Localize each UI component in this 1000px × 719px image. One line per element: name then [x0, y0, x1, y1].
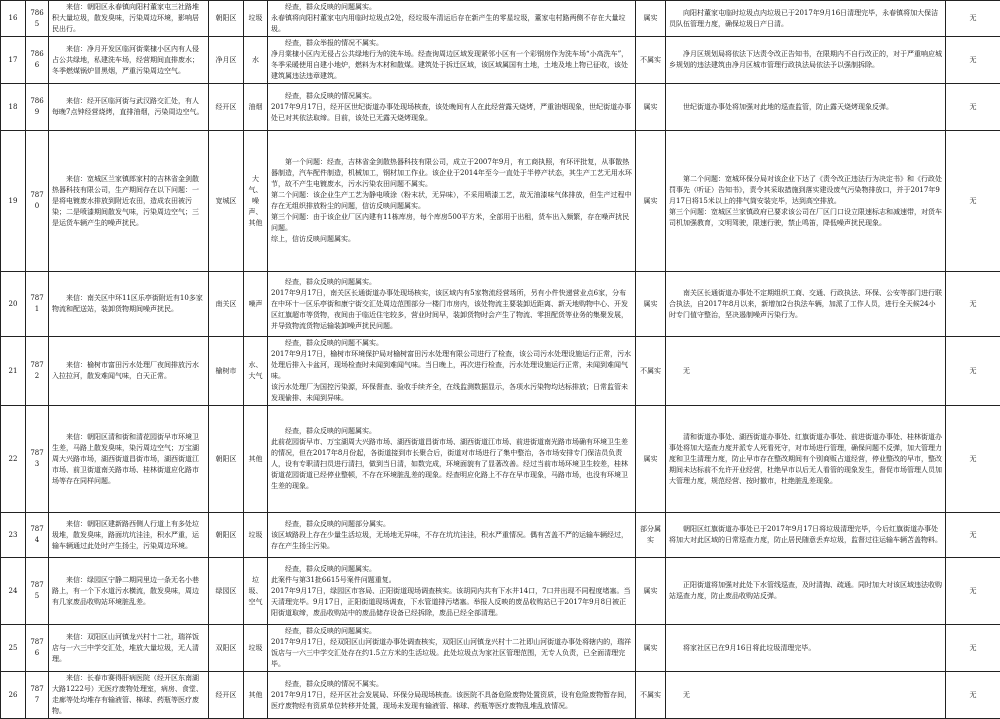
remark-cell: 无: [946, 672, 1000, 719]
handling-measures: 清和街道办事处、湖西街道办事处、红旗街道办事处、前进街道办事处、桂林街道办事处将加大巡查力度并派专人死看死守，对市场进行管理，确保问题不反弹，加大管理力度和卫生清理力度，防止早市存在整改期间有个别商贩占道经营，停业整改的早市，整改期间未达标前不允许开业经营，杜绝早市以后无人看管的现象发生，督促市场管理人员加大管理力度，规范经营、按时撤市，杜绝脏乱差现象。: [666, 406, 946, 513]
row-id: 7877: [26, 672, 49, 719]
complaint-text: 来信：长春市赛得肝病医院（经开区东南湖大路1222号）无医疗废物处理室，病房、食堂、走廊等处均堆存有输液管、棉球、药瓶等医疗废物。: [49, 672, 209, 719]
row-id: 7872: [26, 337, 49, 406]
investigation-result: 经查，群众反映的问题部分属实。 该区域路段上存在少量生活垃圾，无场地无异味，不存在坑坑洼洼，积水严重情况。偶有苫盖不严的运输车辆经过，存在产生扬尘污染。: [268, 513, 636, 558]
row-id: 7866: [26, 37, 49, 84]
investigation-result: 经查，群众反映的情况属实。 2017年9月17日，经开区世纪街道办事处现场核查，该处晚间有人在此经营露天烧烤，严重油烟现象，世纪街道办事处已对其依法取缔。目前，该处已无露天烧烤现象。: [268, 84, 636, 131]
handling-measures: 世纪街道办事处将加强对此地的巡查监管，防止露天烧烤现象反弹。: [666, 84, 946, 131]
pollution-type-cell: 大气、噪声、其他: [244, 131, 268, 272]
complaint-text: 来信：朝阳区清和街和清花园街早市环境卫生差，马路上散发臭味，染污周边空气；万宝湖周大兴路市场，湖西街道昌街市场，湖西街道江市场、前卫街道南关路市场、桂林街道应化路市场等存在同样问题。: [49, 406, 209, 513]
pollution-type-cell: 其他: [244, 406, 268, 513]
district-cell: 南关区: [209, 272, 244, 337]
row-seq: 26: [1, 672, 26, 719]
remark-cell: 无: [946, 513, 1000, 558]
row-seq: 20: [1, 272, 26, 337]
handling-measures: 无: [666, 337, 946, 406]
complaint-text: 来信：净月开发区临河街棠棣小区内有人侵占公共绿地，私建洗车场，经营期间直排废水；冬季燃煤锅炉冒黑烟，严重污染周边空气。: [49, 37, 209, 84]
complaint-text: 来信：经开区临河街与武汉路交汇处，有人每晚7点钟经营烧烤，直排油烟，污染周边空气。: [49, 84, 209, 131]
table-row: [1, 513, 1000, 558]
row-id: 7876: [26, 625, 49, 672]
remark-cell: 无: [946, 84, 1000, 131]
complaint-text: 来信：双阳区山河镇龙兴村十二社，瑞祥饭店与一六三中学交汇处，堆放大量垃圾，无人清理。: [49, 625, 209, 672]
handling-measures: 南关区长通街道办事处不定期组织工商、交通、行政执法、环保、公安等部门进行联合执法，自2017年8月以来，新增加2台执法车辆，加派了工作人员，进行全天候24小时专门值守整治，坚决遏制噪声污染行为。: [666, 272, 946, 337]
complaint-text: 来信：绿园区宁静二期同里边一条无名小巷路上，有一个下水道污水横流，散发臭味，周边有几家废品收购站环境脏乱差。: [49, 558, 209, 625]
district-cell: 朝阳区: [209, 1, 244, 37]
pollution-type-cell: 垃圾: [244, 625, 268, 672]
remark-cell: 无: [946, 272, 1000, 337]
row-seq: 21: [1, 337, 26, 406]
pollution-type-cell: 其他: [244, 672, 268, 719]
row-id: 7874: [26, 513, 49, 558]
district-cell: 朝阳区: [209, 513, 244, 558]
pollution-type-cell: 油烟: [244, 84, 268, 131]
complaint-text: 来信：南关区中环11区乐亭街附近有10多家物流和配送站，装卸货物期间噪声扰民。: [49, 272, 209, 337]
handling-measures: 朝阳区红旗街道办事处已于2017年9月17日将垃圾清理完毕，今后红旗街道办事处将加大对此区域的日常巡查力度，防止居民随意丢弃垃圾，监督过往运输车辆苫盖物料。: [666, 513, 946, 558]
row-id: 7870: [26, 131, 49, 272]
table-row: [1, 558, 1000, 625]
verification-status: 属实: [636, 558, 666, 625]
district-cell: 绿园区: [209, 558, 244, 625]
row-id: 7869: [26, 84, 49, 131]
table-row: [1, 1, 1000, 37]
complaint-text: 来信：宽城区兰家镇郎家村的吉林省金剑散热器科技有限公司，生产期间存在以下问题：一是将电镀废水排放到附近农田，造成农田被污染；二是喷漆期间散发气味，污染周边空气；三是运货车辆产生的噪声扰民。: [49, 131, 209, 272]
verification-status: 属实: [636, 625, 666, 672]
remark-cell: 无: [946, 406, 1000, 513]
handling-measures: 净月区规划局将依法下达责令改正告知书，在限期内不自行改正的，对于严重响应城乡规划的违法建筑由净月区城市管理行政执法局依法予以强制拆除。: [666, 37, 946, 84]
verification-status: 属实: [636, 131, 666, 272]
remark-cell: 无: [946, 337, 1000, 406]
district-cell: 双阳区: [209, 625, 244, 672]
verification-status: 属实: [636, 272, 666, 337]
pollution-type-cell: 垃圾、空气: [244, 558, 268, 625]
handling-measures: 将家社区已在9月16日将此垃圾清理完毕。: [666, 625, 946, 672]
pollution-type-cell: 垃圾: [244, 1, 268, 37]
table-row: [1, 84, 1000, 131]
pollution-type-cell: 水: [244, 37, 268, 84]
row-seq: 18: [1, 84, 26, 131]
row-seq: 25: [1, 625, 26, 672]
investigation-result: 经查，群众反映的问题属实。 2017年9月17日，经双阳区山河街道办事处调查核实，双阳区山河镇龙兴村十二社即山河街道办事处将辖内的，瑞祥饭店与一六三中学交汇处存在约1.5立方米的生活垃圾。此处垃圾点为家社区管理范围，无专人负责，已全面清理完毕。: [268, 625, 636, 672]
row-id: 7871: [26, 272, 49, 337]
remark-cell: 无: [946, 625, 1000, 672]
verification-status: 不属实: [636, 337, 666, 406]
complaint-text: 来信：朝阳区永春镇向阳村董家屯三社路堆积大量垃圾，散发臭味，污染周边环境，影响居民出行。: [49, 1, 209, 37]
verification-status: 属实: [636, 84, 666, 131]
district-cell: 宽城区: [209, 131, 244, 272]
table-row: [1, 272, 1000, 337]
table-row: [1, 131, 1000, 272]
pollution-type-cell: 水、大气: [244, 337, 268, 406]
complaint-text: 来信：榆树市富田污水处理厂夜间排放污水入拉拉河，散发难闻气味，白天正常。: [49, 337, 209, 406]
handling-measures: 无: [666, 672, 946, 719]
handling-measures: 向阳村董家屯临时垃圾点内垃圾已于2017年9月16日清理完毕，永春镇将加大保洁员队伍管理力度，确保垃圾日产日清。: [666, 1, 946, 37]
verification-status: 不属实: [636, 672, 666, 719]
investigation-result: 经查，群众反映的问题不属实。 2017年9月17日，榆树市环境保护局对榆树富田污水处理有限公司进行了检查，该公司污水处理设施运行正常，污水处理后排入卡盆河，现场检查时未闻到难闻气味。当日晚上，再次进行检查，污水处理设施运行正常，未闻到难闻气味。 该污水处理厂为国控污染源，环保督查、验收手续齐全，在线监测数据显示，各项水污染物均达标排放；日常监管未发现偷排、未闻到异味。: [268, 337, 636, 406]
investigation-result: 经查，群众反映的问题属实。 此前花园街早市、万宝湖周大兴路市场、湖西街道昌街市场、湖西街道江市场、前进街道南光路市场确有环境卫生差的情况，但在2017年8月份起，各街道接到市长聚合后，街道对市场进行了集中整治，各市场安排专门保洁员负责人，设有专职清扫员进行清扫，做到当日清，如数完成，环境面貌有了显著改善。经过当前市场环境卫生较差，桂林街道花园街道已经停业整顿，不存在环境脏乱差的现象。经查明应化路上不存在早市现象，马路市场，也没有环境卫生差的现象。: [268, 406, 636, 513]
verification-status: 属实: [636, 1, 666, 37]
verification-status: 不属实: [636, 37, 666, 84]
pollution-type-cell: 噪声: [244, 272, 268, 337]
verification-status: 属实: [636, 406, 666, 513]
verification-status: 部分属实: [636, 513, 666, 558]
row-id: 7873: [26, 406, 49, 513]
pollution-type-cell: 垃圾: [244, 513, 268, 558]
table-row: [1, 37, 1000, 84]
row-seq: 17: [1, 37, 26, 84]
table-row: [1, 406, 1000, 513]
table-row: [1, 625, 1000, 672]
handling-measures: 正阳街道将加强对此处下水管线巡查，及时清掏、疏通。同时加大对该区域违法收购站巡查力度，防止废品收购站反弹。: [666, 558, 946, 625]
handling-measures: 第二个问题：宽城环保分局对该企业下达了《责令改正违法行为决定书》和《行政处罚事先（听证）告知书》，责令其采取措施到落实建设废气污染物排放口，并于2017年9月17日将15米以上的排气筒安装完毕，达到高空排放。 第三个问题：宽城区兰家镇政府已要求该公司在厂区门口设立限速标志和减速带，对货车司机加强教育，文明驾驶，限速行驶，禁止鸣笛，降低噪声扰民现象。: [666, 131, 946, 272]
investigation-result: 经查，群众举报的情况不属实。 净月棠棣小区内无侵占公共绿地行为的洗车场。经查询周边区域发现紧邻小区有一个彩钢房作为洗车场“小高洗车”，冬季采暖使用自建小地炉，燃料为木材和散煤。建筑处于拆迁区域，该区域属国有土地，土地及地上物已征收，该处建筑属违法违章建筑。: [268, 37, 636, 84]
row-seq: 23: [1, 513, 26, 558]
remark-cell: 无: [946, 558, 1000, 625]
investigation-result: 经查，群众反映的情况不属实。 2017年9月17日，经开区社会发展局、环保分局现场核查。该医院不具备危险废物处置资质，设有危险废物暂存间，医疗废物经有资质单位转移并处置，现场未发现有输液管、棉球、药瓶等医疗废物乱堆乱放情况。: [268, 672, 636, 719]
table-body: [1, 1, 1000, 719]
investigation-result: 第一个问题：经查，吉林省金剑散热器科技有限公司，成立于2007年9月，有工商执照，有环评批复，从事散热器制造，汽车配件制造，机械加工，钢材加工作业。该企业于2014年至今一直处于半停产状态，其生产工艺无用水环节，故不产生电镀废水，污水污染农田问题不属实。 第二个问题：该企业生产工艺为静电喷涂（粉末状，无异味），不采用喷漆工艺，故无油漆味气体排放，但生产过程中存在无组织排放粉尘的问题，信访反映问题属实。 第三个问题：由于该企业厂区内建有11栋库房，每个库房500平方米，全部用于出租，货车出入频繁，存在噪声扰民问题。 综上，信访反映问题属实。: [268, 131, 636, 272]
row-seq: 16: [1, 1, 26, 37]
district-cell: 经开区: [209, 672, 244, 719]
investigation-result: 经查，群众反映的问题属实。 永春镇将向阳村董家屯内用临时垃圾点2处，经垃圾车清运后存在新产生的零星垃圾，董家屯村路两侧不存在大量垃圾。: [268, 1, 636, 37]
row-seq: 22: [1, 406, 26, 513]
complaint-text: 来信：朝阳区建新路西侧人行道上有多处垃圾堆，散发臭味，路面坑坑洼洼，积水严重，运输车辆通过此处时产生扬尘，污染周边环境。: [49, 513, 209, 558]
remark-cell: 无: [946, 1, 1000, 37]
row-id: 7875: [26, 558, 49, 625]
remark-cell: 无: [946, 37, 1000, 84]
row-id: 7865: [26, 1, 49, 37]
row-seq: 24: [1, 558, 26, 625]
row-seq: 19: [1, 131, 26, 272]
table-row: [1, 672, 1000, 719]
table-row: [1, 337, 1000, 406]
district-cell: 净月区: [209, 37, 244, 84]
district-cell: 经开区: [209, 84, 244, 131]
district-cell: 榆树市: [209, 337, 244, 406]
investigation-result: 经查，群众反映的问题属实。 2017年9月17日，南关区长通街道办事处现场核实，该区域内有5家物流经营场所，另有小件快递营业点6家，分布在中环十一区乐亭街和康宁街交汇处周边范围部分一楼门市房内，该处物流主要装卸近距离、新天地购物中心、开发区红旗超市等货物，夜间由于临近住宅较多，营业时间早，装卸货物时会产生了物流、零担配货等业务的集聚发展，并导致物流货物运输装卸噪声扰民问题。: [268, 272, 636, 337]
district-cell: 朝阳区: [209, 406, 244, 513]
investigation-result: 经查，群众反映的问题属实。 此案件与第31批6615号案件问题重复。 2017年9月17日，绿园区市容局、正阳街道现场调查核实。该胡同内共有下水井14口，7口井出现不同程度堵塞。当天清理完毕。9月17日，正阳街道现场调查，下水管道排污堵塞。举报人反映的废品收购站已于2017年9月8日被正阳街道取缔，废品收购站中的废品储存设备已经拆除，废品已经全部清理。: [268, 558, 636, 625]
remark-cell: 无: [946, 131, 1000, 272]
